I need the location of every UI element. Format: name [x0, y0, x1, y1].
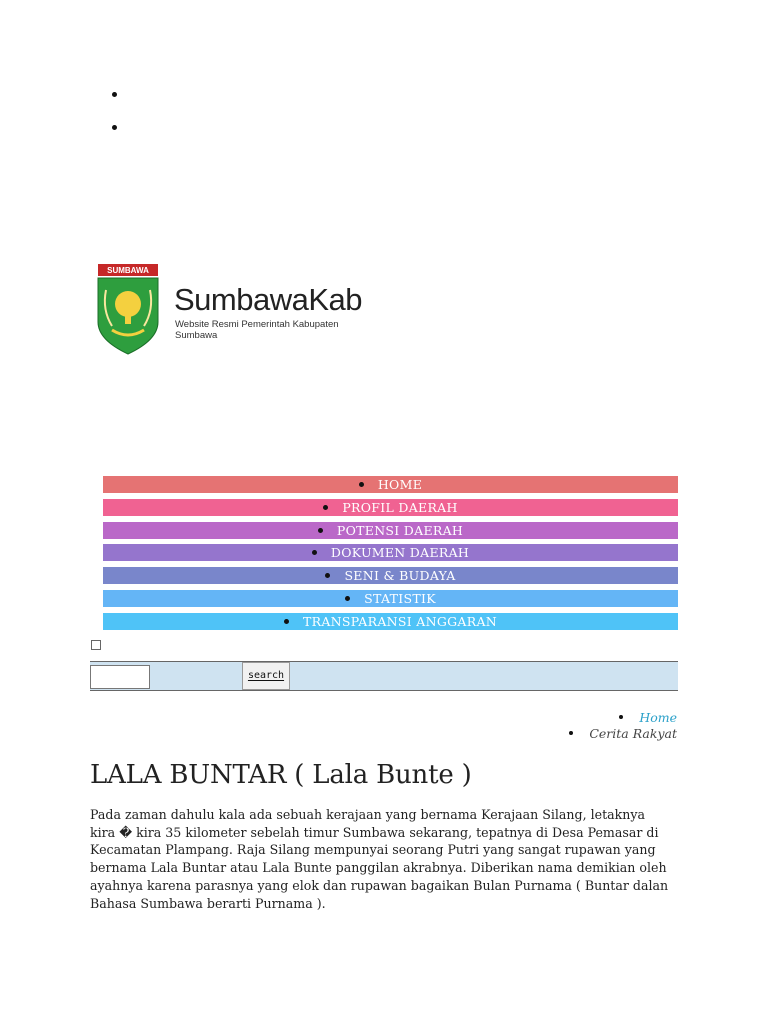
bullet-icon — [619, 715, 623, 719]
nav-item-label: STATISTIK — [364, 590, 436, 606]
logo-wordmark: SumbawaKab — [174, 282, 363, 317]
bullet-icon — [325, 573, 330, 578]
article-body — [90, 806, 670, 912]
nav-item-statistik[interactable] — [103, 590, 678, 607]
nav-item-label: DOKUMEN DAERAH — [330, 545, 470, 561]
nav-item-home[interactable] — [103, 476, 678, 493]
nav-item-label: PROFIL DAERAH — [342, 499, 458, 515]
sumbawa-crest-icon — [92, 260, 164, 360]
logo-tagline: Website Resmi Pemerintah Kabupaten Sumbawa — [175, 319, 339, 341]
bullet-icon — [345, 596, 350, 601]
search-button-label: search — [247, 670, 285, 681]
search-input[interactable] — [90, 665, 150, 689]
breadcrumb-home-link[interactable]: Home — [639, 710, 677, 725]
bullet-icon — [359, 482, 364, 487]
search-button[interactable] — [242, 662, 290, 690]
nav-item-label: HOME — [377, 477, 423, 492]
bullet-icon — [318, 528, 323, 533]
main-nav — [103, 476, 678, 636]
list-item — [112, 125, 117, 130]
page-title: LALA BUNTAR ( Lala Bunte ) — [90, 760, 472, 790]
crest-badge-text: SUMBAWA — [107, 266, 149, 275]
bullet-icon — [323, 505, 328, 510]
bullet-icon — [569, 731, 573, 735]
nav-item-transparansi-anggaran[interactable] — [103, 613, 678, 630]
bullet-icon — [284, 619, 289, 624]
list-item — [112, 92, 117, 97]
nav-item-label: TRANSPARANSI ANGGARAN — [302, 613, 498, 629]
bullet-icon — [312, 550, 317, 555]
menu-toggle-checkbox[interactable] — [91, 640, 101, 650]
search-bar — [90, 661, 678, 691]
article-paragraph-end: Bahasa Sumbawa berarti Purnama ). — [90, 895, 326, 911]
nav-item-potensi-daerah[interactable] — [103, 522, 678, 539]
nav-item-dokumen-daerah[interactable] — [103, 544, 678, 561]
top-bullet-list — [112, 92, 117, 158]
breadcrumb-current: Cerita Rakyat — [589, 726, 677, 741]
nav-item-label: POTENSI DAERAH — [336, 522, 464, 538]
article-paragraph: Pada zaman dahulu kala ada sebuah kerajaan yang bernama Kerajaan Silang, letaknya kira � kira 35 kilometer sebelah timur Sumbawa sekarang, tepatnya di Desa Pemasar di Kecamatan Plampang. Raja Silang mempunyai seorang Putri yang sangat rupawan yang bernama Lala Buntar atau Lala Bunte panggilan akrabnya. Diberikan nama demikian oleh ayahnya karena parasnya yang elok dan rupawan bagaikan Bulan Purnama ( Buntar dalan — [90, 807, 669, 893]
nav-item-seni-budaya[interactable] — [103, 567, 678, 584]
breadcrumb — [569, 710, 677, 742]
nav-item-label: SENI & BUDAYA — [344, 568, 456, 584]
nav-item-profil-daerah[interactable] — [103, 499, 678, 516]
site-logo[interactable] — [92, 260, 372, 360]
